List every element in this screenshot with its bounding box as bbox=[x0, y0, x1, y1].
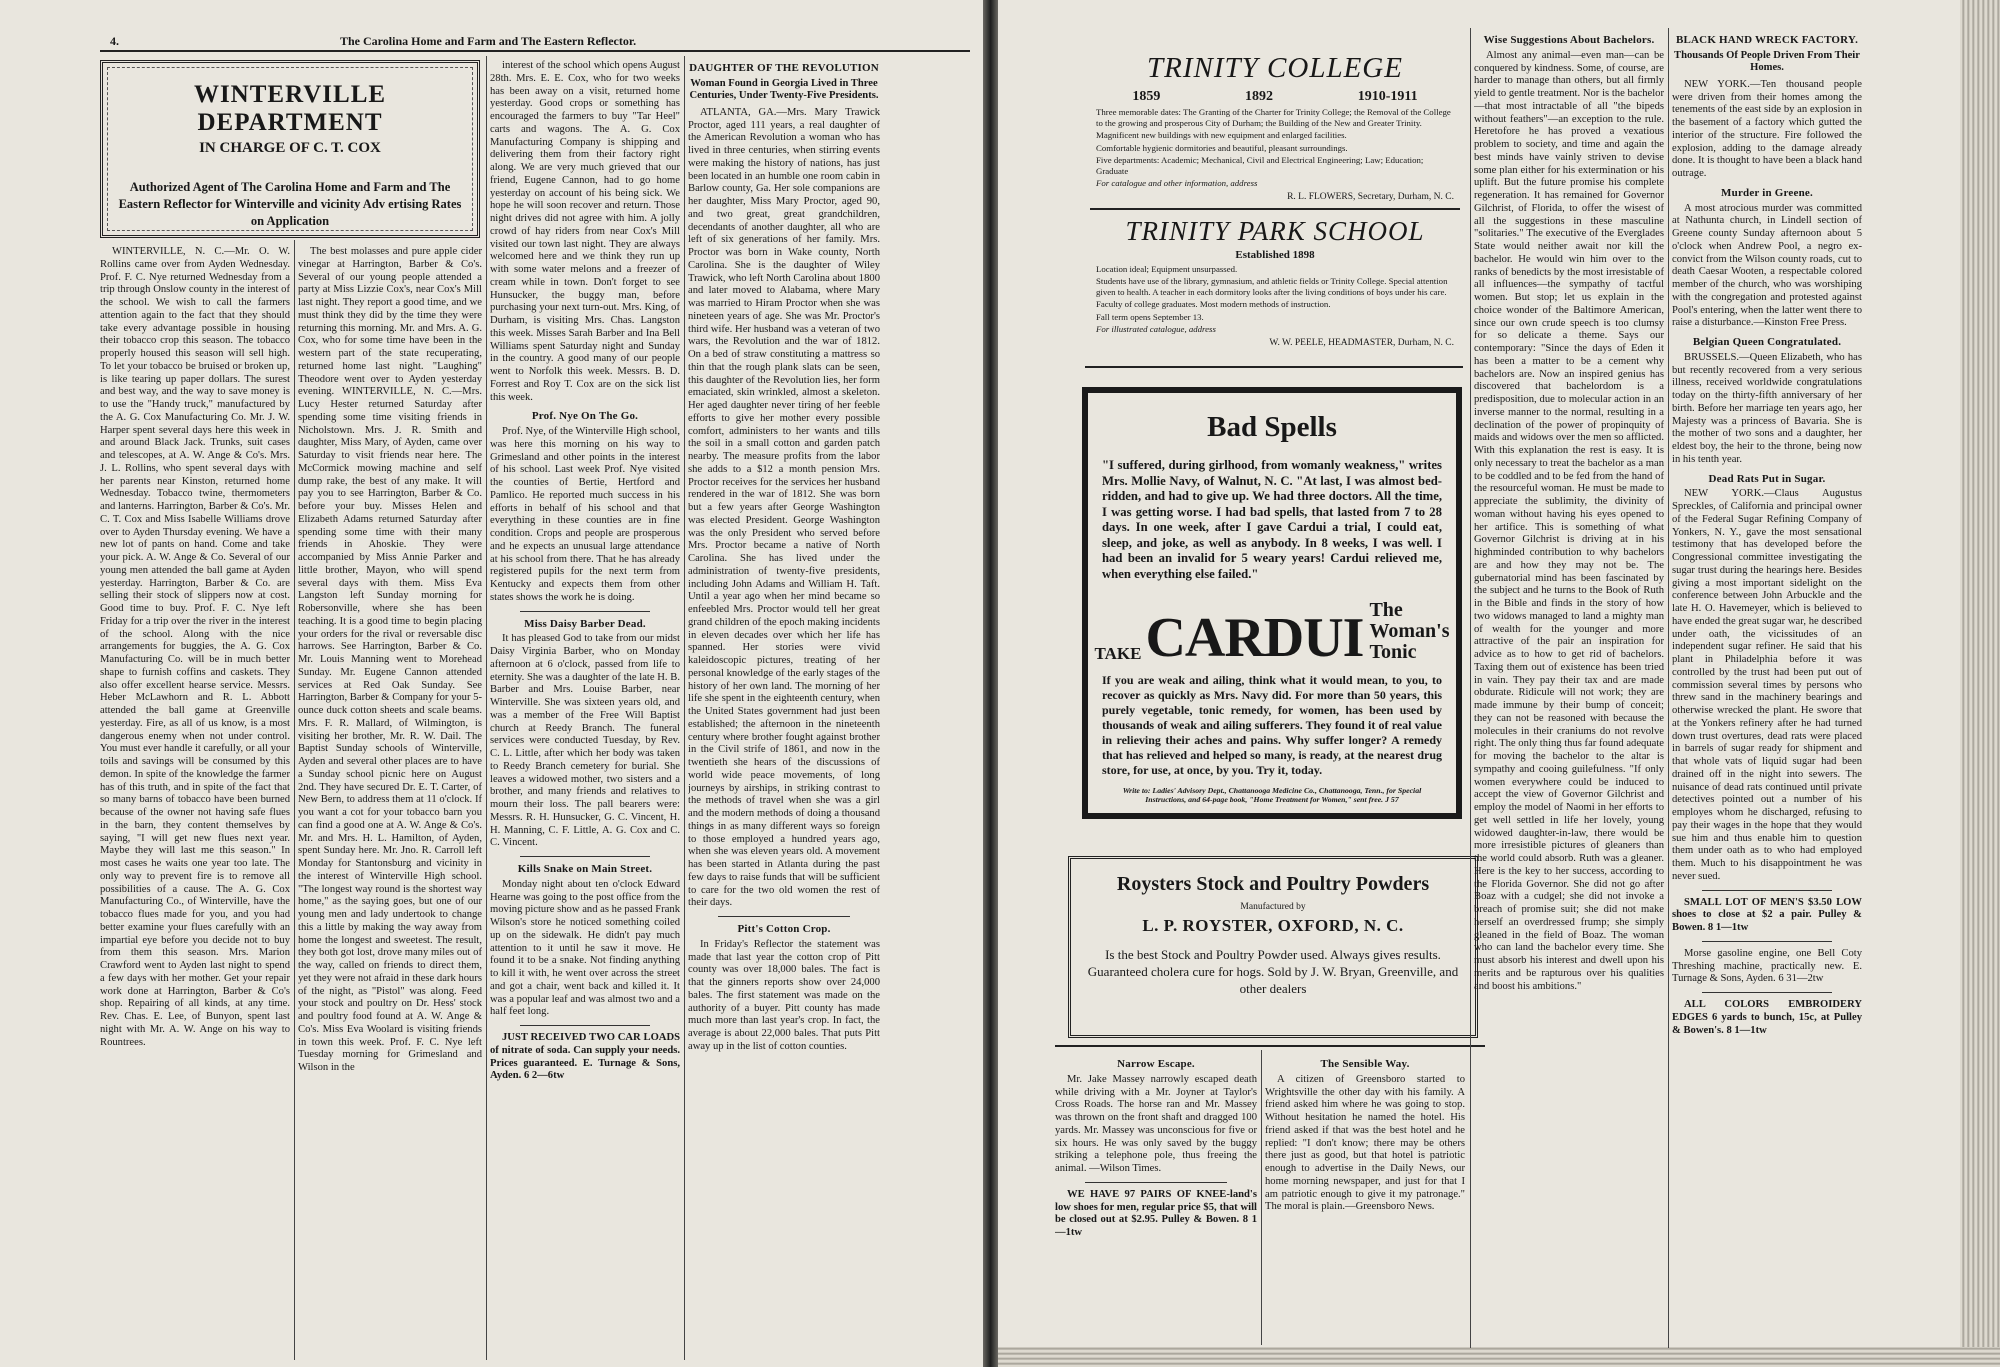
page-gutter bbox=[983, 0, 998, 1367]
ad-rule bbox=[1055, 1045, 1485, 1047]
page-edge bbox=[1960, 0, 2000, 1367]
column-3 bbox=[490, 60, 680, 1360]
park-line: Location ideal; Equipment unsurpassed. bbox=[1096, 263, 1238, 274]
article-heading: DAUGHTER OF THE REVOLUTION bbox=[689, 62, 879, 74]
masthead-description: Authorized Agent of The Carolina Home and Farm and The Eastern Reflector for Winterville and vicinity Adv ertising Rates on Application bbox=[118, 180, 462, 228]
newspaper-title: The Carolina Home and Farm and The Eastern Reflector. bbox=[340, 34, 637, 48]
column-2 bbox=[298, 246, 482, 1356]
tonic-name: Woman's Tonic bbox=[1369, 620, 1450, 663]
column-divider bbox=[1470, 28, 1471, 1348]
classified-ad: SMALL LOT OF MEN'S $3.50 LOW shoes to close at $2 a pair. Pulley & Bowen. 8 1—1tw bbox=[1672, 896, 1862, 933]
column-divider bbox=[486, 56, 487, 1360]
roysters-mfd: Manufactured by bbox=[1240, 902, 1306, 912]
article-subheading: Woman Found in Georgia Lived in Three Centuries, Under Twenty-Five Presidents. bbox=[689, 77, 879, 102]
ad-rule bbox=[1085, 366, 1463, 368]
cardui-tagline bbox=[1369, 600, 1449, 663]
col2-text: The best molasses and pure apple cider vinegar at Harrington, Barber & Co's. Several of our young people attended a party at Miss Lizzie Cox's, near Cox's Mill last night. They report a good time, and we must think they did by the time they were returning this morning. Mr. and Mrs. A. G. Cox, who for some time have been in the western part of the state recuperating, returned home last night. "Laughing" Theodore went over to Ayden yesterday evening. WINTERVILLE, N. C.—Mrs. Lucy Hester returned Saturday after spending some time visiting friends in Nicholstown. Mrs. J. R. Smith and daughter, Miss Mary, of Ayden, came over Saturday to visit friends near here. The McCormick mowing machine and self dump rake, the best of any make. It will pay you to see Harrington, Barber & Co. before your buy. Misses Helen and Elizabeth Adams returned Saturday after spending some time with their many friends in Ahoskie. They were accompanied by Miss Annie Parker and little brother, Mayon, who will spend several days with them. Miss Eva Langston left Sunday morning for Robersonville, where she has been teaching. It is a good time to begin placing your orders for the rival or reversable disc harrows. See Harrington, Barber & Co. Mr. Louis Manning went to Morehead Sunday. Mr. Eugene Cannon attended services at Red Oak Sunday. See Harrington, Barber & Company for your 5-ounce duck cotton sheets and scale beams. Mrs. F. R. Mallard, of Wilmington, is visiting her brother, Mr. R. W. Dail. The Baptist Sunday schools of Winterville, Ayden and several other places are to have a Sunday school picnic here on August 2nd. They have secured Dr. E. T. Carter, of New Bern, to address them at 11 o'clock. If you want a cot for your tobacco barn you can find a good one at A. W. Ange & Co's. Mr. and Mrs. H. L. Hamilton, of Ayden, spent Sunday here. Mr. Jno. R. Carroll left Monday for Stantonsburg and vicinity in the interest of Winterville High school. "The longest way round is the shortest way home," as the saying goes, but one of our young men and lady undertook to change this a little by making the way away from home the longest and sweetest. The result, they both got lost, drove many miles out of the way, called on friends to direct them, yet they were not afraid in these dark hours of the night, as "Pistol" was along. Feed your stock and poultry on Dr. Hess' stock and poultry food found at A. W. Ange & Co's. Miss Eva Woolard is visiting friends in town this week. Prof. F. C. Nye left Tuesday morning for Grimesland and Wilson in the bbox=[298, 246, 482, 1073]
col3-text2: Prof. Nye, of the Winterville High school, was here this morning on his way to Grimesland and other points in the interest of his school. Last week Prof. Nye visited the counties of Bertie, Hertford and Pamlico. He reported much success in his efforts in behalf of his school and that everything in these counties are in fine condition. Crops and people are prosperous and he expects an unusual large attendance at his school from there. That he has already registered pupils for the next term from Kentucky and expects them from other states shows the work he is doing. bbox=[490, 426, 680, 603]
roysters-name: L. P. ROYSTER, OXFORD, N. C. bbox=[1142, 916, 1404, 935]
factory-text: NEW YORK.—Ten thousand people were driven from their homes among the tenements of the east side by an explosion in the basement of a factory which gutted the interior of the structure. Fire followed the explosion, adding to the damage already done. It is thought to have been a black hand outrage. bbox=[1672, 78, 1862, 179]
masthead-subtitle: IN CHARGE OF C. T. COX bbox=[199, 140, 381, 156]
cardui-logo bbox=[1094, 599, 1450, 669]
article-rule bbox=[520, 1025, 650, 1026]
cardui-ad bbox=[1082, 387, 1462, 819]
cardui-brand: CARDUI bbox=[1145, 607, 1364, 669]
park-line: Faculty of college graduates. Most modern methods of instruction. bbox=[1096, 299, 1331, 309]
park-contact: W. W. PEELE, HEADMASTER, Durham, N. C. bbox=[1269, 337, 1454, 348]
trinity-dates: Three memorable dates: The Granting of the Charter for Trinity College; the Removal of the College to the growing and prosperous City of Durham; the Building of the New and Greater Trinity. bbox=[1096, 107, 1451, 128]
trinity-college-ad bbox=[1090, 44, 1460, 364]
column-divider bbox=[684, 56, 685, 1360]
article-rule bbox=[1702, 941, 1832, 942]
classified-ad: WE HAVE 97 PAIRS OF KNEE-land's low shoes for men, regular price $5, that will be closed out at $2.95. Pulley & Bowen. 8 1—1tw bbox=[1055, 1188, 1257, 1238]
winterville-masthead bbox=[100, 60, 480, 238]
narrow-escape-column bbox=[1055, 1052, 1257, 1347]
col3-text1: interest of the school which opens August 28th. Mrs. E. E. Cox, who for two weeks has been away on a visit, returned home yesterday. Good crops or something has encouraged the farmers to buy "Tar Heel" carts and wagons. The A. G. Cox Manufacturing Company is shipping and delivering them from their factory right along. We are very much grieved that our friend, Eugene Cannon, had to go home yesterday on account of his being sick. We hope he will soon recover and return. Those night drives did not agree with him. A jolly crowd of hay riders from near Cox's Mill visited our town last night. They are always welcomed here and we think they run up with some water melons and a freezer of cream while in town. Don't forget to see Hunsucker, the buggy man, before purchasing your next turn-out. Mrs. King, of Durham, is visiting Mrs. Chas. Langston this week. Misses Sarah Barber and Ina Bell Williams spent Saturday night and Sunday in the country. A good many of our people went to Norfolk this week. Messrs. B. D. Forrest and Roy T. Cox are on the sick list this week. bbox=[490, 60, 680, 403]
ad-rule bbox=[1090, 208, 1460, 210]
park-catalogue: For illustrated catalogue, address bbox=[1096, 324, 1216, 334]
article-heading: Murder in Greene. bbox=[1721, 186, 1813, 199]
col3-text3: It has pleased God to take from our midst Daisy Virginia Barber, who on Monday afternoon at 6 o'clock, passed from life to eternity. She was a daughter of the late H. B. Barber and Mrs. Louise Barber, near Winterville. She was sixteen years old, and was a member of the Free Will Baptist church at Reedy Branch. The funeral services were conducted Tuesday, by Rev. C. L. Little, after which her body was taken to Reedy Branch cemetery for burial. She leaves a widowed mother, two sisters and a brother, and many friends and relatives to mourn their loss. The pall bearers were: Messrs. R. H. Hunsucker, G. C. Vincent, H. H. Manning, C. F. Little, A. G. Cox and C. C. Vincent. bbox=[490, 633, 680, 849]
article-rule bbox=[520, 856, 650, 857]
article-rule bbox=[1085, 1182, 1227, 1183]
sensible-way-text: A citizen of Greensboro started to Wrightsville the other day with his family. A friend asked him where he was going to stop. Without hesitation he named the hotel. His friend asked if that was the best hotel and he replied: "I don't know; there may be others there just as good, but that hotel is patriotic enough to advertise in the Daily News, our home morning newspaper, and just for that I am patriotic enough to give it my patronage." The moral is plain.—Greensboro News. bbox=[1265, 1073, 1465, 1213]
murder-text: A most atrocious murder was committed at Nathunta church, in Lindell section of Greene county Sunday afternoon about 5 o'clock when Andrew Pool, a negro ex-convict from the Wilson county roads, cut to death Caesar Wooten, a respectable colored member of the church, who was worshiping with the congregation and protested against Pool's entering, when the latter went there to raise a disturbance.—Kinston Free Press. bbox=[1672, 202, 1862, 329]
tonic-the: The bbox=[1369, 599, 1403, 621]
column-divider bbox=[294, 240, 295, 1360]
cardui-write-to: Write to: Ladies' Advisory Dept., Chattanooga Medicine Co., Chattanooga, Tenn., for Special Instructions, and 64-page book, "Home Treatment for Women," sent free. J 57 bbox=[1122, 786, 1422, 804]
trinity-park-title: TRINITY PARK SCHOOL bbox=[1125, 215, 1425, 246]
article-heading: Narrow Escape. bbox=[1117, 1058, 1195, 1070]
article-heading: Miss Daisy Barber Dead. bbox=[524, 617, 646, 630]
left-newspaper-page bbox=[0, 0, 983, 1367]
col4-text2: In Friday's Reflector the statement was made that last year the cotton crop of Pitt county was over 18,000 bales. The fact is that the ginners reports show over 24,000 bales. The first statement was made on the authority of a buyer. Pitt county has made much more than last year's crop. In fact, the average is about 22,000 bales. That puts Pitt away up in the list of cotton counties. bbox=[688, 938, 880, 1052]
factory-column bbox=[1672, 30, 1862, 1348]
trinity-college-title: TRINITY COLLEGE bbox=[1147, 52, 1403, 84]
roysters-body: Is the best Stock and Poultry Powder used. Always gives results. Guaranteed cholera cure for hogs. Sold by J. W. Bryan, Greenville, and other dealers bbox=[1087, 947, 1459, 996]
roysters-ad bbox=[1068, 856, 1478, 1038]
trinity-years bbox=[1090, 89, 1460, 105]
article-rule bbox=[1702, 890, 1832, 891]
article-heading: BLACK HAND WRECK FACTORY. bbox=[1675, 34, 1859, 46]
bachelors-column bbox=[1474, 30, 1664, 1348]
cardui-testimonial: "I suffered, during girlhood, from womanly weakness," writes Mrs. Mollie Navy, of Walnut, N. C. "At last, I was almost bed-ridden, and had to give up. We had three doctors. All the time, I was getting worse. I had bad spells, that lasted from 7 to 28 days. In one week, after I gave Cardui a trial, I could eat, sleep, and joke, as well as anybody. In 8 weeks, I was well. I had been an invalid for 5 weary years! Cardui relieved me, when everything else failed." bbox=[1102, 458, 1442, 581]
take-word: TAKE bbox=[1094, 644, 1142, 663]
year: 1859 bbox=[1132, 89, 1161, 104]
article-heading: Wise Suggestions About Bachelors. bbox=[1483, 34, 1655, 46]
article-heading: Kills Snake on Main Street. bbox=[517, 863, 653, 875]
bachelors-text: Almost any animal—even man—can be conquered by kindness. Some, of course, are harder to manage than others, but all firmly yield to gentle treatment. Nor is the bachelor—that most intractable of all "the bipeds without feathers"—an exception to the rule. Heretofore he has proved a vexatious problem to society, and time and again the best minds have vainly striven to devise some plan either for his extermination or his uplift. But the future promise his complete regeneration. It has remained for Governor Gilchrist, of Florida, to offer the wisest of all the suggestions in these masculine "solitaries." The executive of the Everglades State would neither await nor kill the bachelor. He would win him over to the ranks of benedicts by the most irresistable of all influences—the sympathy of tactful women. But stop; let us explain in the choice wonder of the Baltimore American, since our own crude speech is too clumsy for so delicate a theme. Says our contemporary: "Since the days of Eden it has been a matter to be a cement why bachelors are. Now an inspired genius has discovered that bachelordom is a predisposition, due to molecular action in an inverse manner to the normal, resulting in a declination of the power of propinquity of maids and widows over the men so afflicted. With this explanation the rest is easy. It is only necessary to treat the bachelor as a man to be coddled and to be fed from the hand of the resourceful woman. He must be made to appreciate the sublimity, the divinity of woman without having his eyes opened to her artifice. This is something of what Governor Gilchrist is driving at in his highminded contribution to why bachelors are and how they may not be. The gubernatorial mind has been fascinated by the subject and he turns to the Book of Ruth in the Bible and finds in the story of how two widows managed to land a mighty man of wealth for the younger and more attractive of the pair an inspiration for advice as to how to get rid of bachelors. Taxing them out of existence has been tried in vain. They pay their tax and are made obdurate. Ridicule will not work; they are made immune by their bump of conceit; they can not be reasoned with because the molecules in their craniums do not revolve right. The only thing thus far found adequate for moving the bachelor to the altar is sympathy and cooing guilefulness. "If only women everywhere could be induced to accept the view of Governor Gilchrist and employ the model of Naomi in her efforts to get well settled in life her lovely, young widowed daughter-in-law, there would be more irresistible pictures of gleaners than the world could absorb. Ruth was a gleaner. Here is the key to her success, according to the Florida Governor. She did not go after Boaz with a cudgel; she did not invoke a breach of promise suit; she did not make herself an overdressed frump; she simply gleaned in the field of Boaz. The woman who can land the bachelor every time. She must absorb his interest and dwell upon his merits and be rapturous over his qualities and boost his ambitions." bbox=[1474, 49, 1664, 992]
column-divider bbox=[1668, 28, 1669, 1348]
park-line: Students have use of the library, gymnasium, and athletic fields or Trinity College. Special attention given to health. A teacher in each dormitory looks after the living conditions of boys under his care. bbox=[1096, 276, 1448, 297]
classified-ad: ALL COLORS EMBROIDERY EDGES 6 yards to bunch, 15c, at Pulley & Bowen's. 8 1—1tw bbox=[1672, 999, 1862, 1036]
header-rule bbox=[100, 50, 970, 52]
column-divider bbox=[1261, 1050, 1262, 1345]
page-number: 4. bbox=[110, 34, 119, 48]
trinity-line: Comfortable hygienic dormitories and beautiful, pleasant surroundings. bbox=[1096, 142, 1348, 153]
classified-ad: JUST RECEIVED TWO CAR LOADS of nitrate of soda. Can supply your needs. Prices guaranteed. E. Turnage & Sons, Ayden. 6 2—6tw bbox=[490, 1032, 680, 1082]
masthead-title: WINTERVILLE DEPARTMENT bbox=[193, 81, 387, 136]
article-heading: Dead Rats Put in Sugar. bbox=[1708, 472, 1826, 485]
article-subheading: Thousands Of People Driven From Their Homes. bbox=[1674, 49, 1860, 74]
col4-text1: ATLANTA, GA.—Mrs. Mary Trawick Proctor, aged 111 years, a real daughter of the American Revolution a woman who has lived in three centuries, when stirring events were making the history of nations, has just been located in an humble one room cabin in Barlow county, Ga. Her sole companions are her daughter, Miss Mary Proctor, aged 90, and two great, great grandchildren, decendants of another daughter, all who are left of six generations of her family. Mrs. Proctor was born in Wake county, North Carolina. She is the daughter of Wiley Trawick, who left North Carolina about 1800 and later moved to Alabama, where Mary was married to Hiram Proctor when she was nineteen years of age. She was Mr. Proctor's third wife. Her husband was a veteran of two wars, the Revolution and the war of 1812. On a bed of straw constituting a mattress so thin that the rough plank slats can be seen, this daughter of the Revolution lies, her form emaciated, skin wrinkled, almost a skeleton. Her aged daughter never tiring of her feeble efforts to give her mother every possible comfort, administers to her wants and tills the soil in a small cotton and garden patch nearby. The measure profits from the labor she adds to a $12 a month pension Mrs. Proctor receives for the services her husband rendered in the war of 1812. She was born but a few years after George Washington was elected President. George Washington was the only President who served before Mrs. Proctor became a native of North Carolina. She has lived under the administration of twenty-five presidents, including John Adams and William H. Taft. Until a year ago when her mind became so enfeebled Mrs. Proctor would tell her great grand children of the epoch making incidents in eleven decades over which her life has spanned. Her stories were vivid kaleidoscopic pictures, treating of her personal knowledge of the early stages of the history of her own land. The morning of her life she spent in the eighteenth century, when the United States government had just been established; the afternoon in the nineteenth century where brother fought against brother in the Civil strife of 1861, and now in the twentieth she hears of the discussions of world wide peace movements, of long journeys by airships, in striking contrast to the methods of travel when she was a girl and the modern methods of doing a thousand things in as many different ways so foreign to those employed a hundred years ago, when she was eleven years old. A movement has been started in Atlanta during the past few days to raise funds that will be sufficient to care for the two old women the rest of their days. bbox=[688, 106, 880, 909]
trinity-catalogue: For catalogue and other information, address bbox=[1096, 178, 1258, 188]
year: 1892 bbox=[1245, 89, 1274, 104]
article-heading: The Sensible Way. bbox=[1320, 1058, 1410, 1070]
year: 1910-1911 bbox=[1357, 89, 1418, 104]
ornamental-border bbox=[107, 67, 473, 231]
trinity-line: Magnificent new buildings with new equipment and enlarged facilities. bbox=[1096, 130, 1347, 140]
article-rule bbox=[1702, 992, 1832, 993]
park-line: Fall term opens September 13. bbox=[1096, 311, 1204, 322]
article-heading: Prof. Nye On The Go. bbox=[531, 410, 639, 423]
col1-text: WINTERVILLE, N. C.—Mr. O. W. Rollins came over from Ayden Wednesday. Prof. F. C. Nye returned Wednesday from a trip through Onslow county in the interest of the school. We wish to call the farmers attention again to the fact that they should take every advantage possible in housing their tobacco crop this season. The tobacco properly housed this season will sell high. To let your tobacco be bruised or broken up, is like tearing up paper dollars. The surest and best way, and the way to save money is to use the "Handy truck," manufactured by the A. G. Cox Manufacturing Co. Mr. J. W. Harper spent several days here this week in and around Black Jack. Trunks, suit cases and telescopes, at A. W. Ange & Co's. Mrs. J. L. Rollins, who spent several days with her parents near Kinston, returned home Wednesday. Tobacco twine, thermometers and lanterns. Harrington, Barber & Co's. Mr. C. T. Cox and Miss Isabelle Williams drove over to Ayden Thursday evening. We have a new lot of pants on hand. Come and take your pick. A. W. Ange & Co. Several of our young men attended the ball game at Ayden yesterday. Harrington, Barber & Co. are selling their stock of slippers now at cost. Good time to buy. Prof. F. C. Nye left Friday for a trip over the river in the interest of the school. Along with the nice arrangements for buggies, the A. G. Cox Manufacturing Co. will be in much better shape to furnish coffins and caskets. They also offer excellent hearse service. Messrs. Heber McLawhorn and R. L. Abbott attended the ball game at Greenville yesterday. Fire, as all of us know, is a most dangerous enemy when not under control. You must ever handle it carefully, or all your toils and savings will be consumed by this demon. In spite of the knowledge the farmer has of this truth, and in spite of the fact that so many barns of tobacco have been burned because of the owner not having safe flues in the barn, they content themselves by saying, "I will get new flues next year. Maybe they will last me this season." In most cases he waits one year too late. The only way to prevent fire is to remove all possibilities of a cause. The A. G. Cox Manufacturing Co., of Winterville, have the tobacco flues made for you, and you had better examine your flues carefully with an impartial eye before you decide not to buy from them this season. Mrs. Marion Crawford went to Ayden last night to spend a few days with her mother. Get your repair work done at Harrington, Barber & Co's shop. Repairing of all kinds, at any time. Rev. Chas. E. Lee, of Bunyon, spent last night with Mr. A. W. Ange on his way to Rountrees. bbox=[100, 246, 290, 1048]
roysters-title: Roysters Stock and Poultry Powders bbox=[1116, 873, 1430, 895]
cardui-body: If you are weak and ailing, think what it would mean, to you, to recover as quickly as Mrs. Navy did. For more than 50 years, this purely vegetable, tonic remedy, for women, has been used by thousands of weak and ailing sufferers. They found it of real value in relieving their aches and pains. Why suffer longer? A remedy that has relieved and helped so many, is ready, at the nearest drug store, for use, at once, by you. Try it, today. bbox=[1102, 673, 1442, 777]
column-4 bbox=[688, 56, 880, 1356]
sensible-way-column bbox=[1265, 1052, 1465, 1347]
trinity-line: Five departments: Academic; Mechanical, Civil and Electrical Engineering; Law; Education; Graduate bbox=[1096, 155, 1424, 176]
trinity-park-established: Established 1898 bbox=[1235, 248, 1315, 261]
cardui-ad-title: Bad Spells bbox=[1207, 411, 1337, 443]
article-heading: Belgian Queen Congratulated. bbox=[1692, 336, 1842, 348]
article-rule bbox=[718, 916, 850, 917]
col3-text4: Monday night about ten o'clock Edward Hearne was going to the post office from the moving picture show and as he passed Frank Wilson's store he noticed something coiled up on the sidewalk. He didn't pay much attention to it until he saw it move. He found it to be a snake. Not finding anything to kill it with, he went over across the street and got a chair, went back and killed it. It was a popular leaf and was almost two and a half feet long. bbox=[490, 878, 680, 1018]
queen-text: BRUSSELS.—Queen Elizabeth, who has but recently recovered from a very serious illness, received worldwide congratulations today on the thirty-fifth anniversary of her birth. Before her marriage ten years ago, her Majesty was a princess of Bavaria. She is the mother of two sons and a daughter, her eldest boy, the heir to the throne, being now in his tenth year. bbox=[1672, 351, 1862, 465]
column-1 bbox=[100, 246, 290, 1356]
classified-ad: Morse gasoline engine, one Bell Coty Threshing machine, practically new. E. Turnage & Sons, Ayden. 6 31—2tw bbox=[1672, 947, 1862, 985]
article-heading: Pitt's Cotton Crop. bbox=[737, 923, 831, 935]
narrow-escape-text: Mr. Jake Massey narrowly escaped death while driving with a Mr. Joyner at Taylor's Cross Roads. The horse ran and Mr. Massey was thrown on the front shaft and dragged 100 yards. Mr. Massey was unconscious for five or six hours. He was only saved by the buggy striking a telephone pole, thus freeing the animal. —Wilson Times. bbox=[1055, 1073, 1257, 1174]
trinity-contact: R. L. FLOWERS, Secretary, Durham, N. C. bbox=[1287, 191, 1454, 202]
rats-text: NEW YORK.—Claus Augustus Spreckles, of California and principal owner of the Federal Sugar Refining Company of Yonkers, N. Y., gave the most sensational testimony that has developed before the Congressional committee investigating the sugar trust during the hearings here. Besides giving a most important sidelight on the conference between John Arbuckle and the late H. O. Havemeyer, which is believed to have ended the great sugar war, he described under oath, the vicissitudes of an independent sugar refiner. He said that his plant in Philadelphia before it was controlled by the trust had been put out of commission several times by persons who threw sand in the machinery bearings and otherwise wrecked the plant. He swore that at the Yonkers refinery after he had turned down trust overtures, dead rats were placed in barrels of sugar ready for shipment and that whole vats of liquid sugar had been drained off in the night into sewers. The nuisance of dead rats continued until private detectives pointed out a number of his employes whom he discharged, refusing to pay their wages in the hope that they would sue him and thus enable him to question them under oath as to who had employed them. Much to his disappointment he was never sued. bbox=[1672, 488, 1862, 882]
page-bottom-edge bbox=[998, 1347, 2000, 1367]
article-rule bbox=[520, 611, 650, 612]
